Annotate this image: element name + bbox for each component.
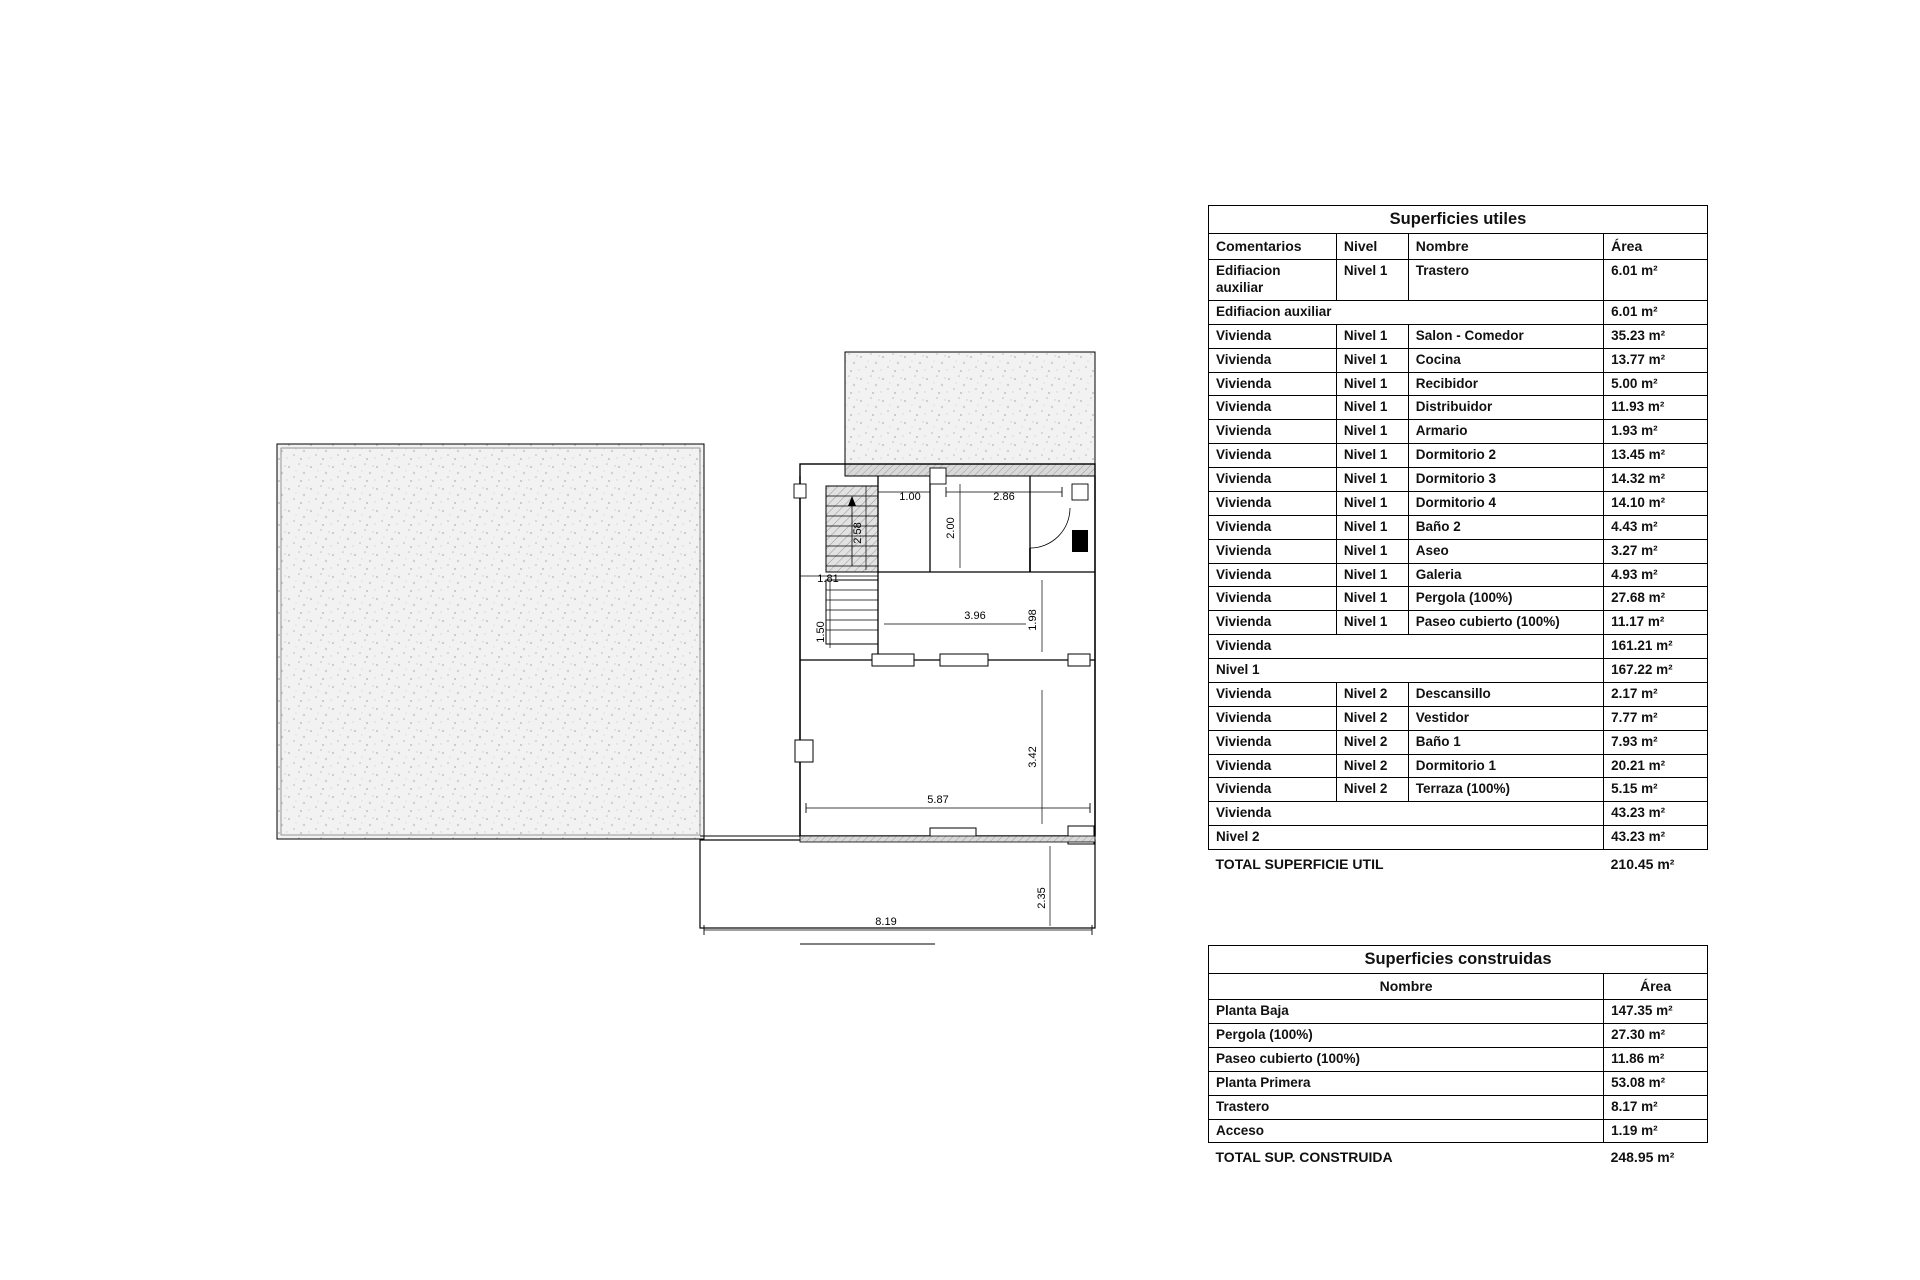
- cell-nivel: Nivel 1: [1336, 396, 1408, 420]
- superficies-utiles-table: [1208, 205, 1708, 877]
- dim-3-42: 3.42: [1027, 746, 1039, 768]
- cell-comentarios: Vivienda: [1209, 587, 1337, 611]
- subtotal-label: Edifiacion auxiliar: [1209, 300, 1604, 324]
- column-header-4: Área: [1604, 233, 1708, 260]
- cell-area: 7.93 m²: [1604, 730, 1708, 754]
- total-label: TOTAL SUPERFICIE UTIL: [1209, 850, 1604, 877]
- cell-comentarios: Vivienda: [1209, 348, 1337, 372]
- cell-nombre: Cocina: [1408, 348, 1603, 372]
- cell-nombre: Salon - Comedor: [1408, 324, 1603, 348]
- cell-comentarios: Vivienda: [1209, 563, 1337, 587]
- table-row: [1209, 1024, 1708, 1048]
- cell-nombre: Paseo cubierto (100%): [1209, 1047, 1604, 1071]
- cell-area: 35.23 m²: [1604, 324, 1708, 348]
- subtotal-label: Vivienda: [1209, 635, 1604, 659]
- table-row: [1209, 1119, 1708, 1143]
- cell-nivel: Nivel 1: [1336, 348, 1408, 372]
- table-subtotal-row: [1209, 826, 1708, 850]
- cell-nivel: Nivel 1: [1336, 372, 1408, 396]
- cell-area: 11.93 m²: [1604, 396, 1708, 420]
- subtotal-area: 167.22 m²: [1604, 659, 1708, 683]
- table-row: [1209, 706, 1708, 730]
- total-label: TOTAL SUP. CONSTRUIDA: [1209, 1143, 1604, 1170]
- dim-2-86: 2.86: [993, 491, 1015, 503]
- table-row: [1209, 563, 1708, 587]
- cell-comentarios: Vivienda: [1209, 730, 1337, 754]
- cell-area: 8.17 m²: [1604, 1095, 1708, 1119]
- table-total-row: [1209, 850, 1708, 877]
- cell-comentarios: Vivienda: [1209, 682, 1337, 706]
- cell-nivel: Nivel 1: [1336, 563, 1408, 587]
- cell-nombre: Planta Primera: [1209, 1071, 1604, 1095]
- column-header-area: Área: [1604, 973, 1708, 1000]
- cell-nombre: Trastero: [1408, 260, 1603, 301]
- cell-nivel: Nivel 1: [1336, 420, 1408, 444]
- subtotal-area: 6.01 m²: [1604, 300, 1708, 324]
- dim-5-87: 5.87: [927, 794, 949, 806]
- cell-nombre: Dormitorio 4: [1408, 491, 1603, 515]
- table-row: [1209, 539, 1708, 563]
- cell-nivel: Nivel 2: [1336, 754, 1408, 778]
- cell-comentarios: Vivienda: [1209, 754, 1337, 778]
- cell-nivel: Nivel 2: [1336, 778, 1408, 802]
- cell-area: 14.32 m²: [1604, 468, 1708, 492]
- superficies-construidas-body: [1209, 946, 1708, 1170]
- dim-3-96: 3.96: [964, 610, 986, 622]
- cell-nombre: Vestidor: [1408, 706, 1603, 730]
- table-row: [1209, 1047, 1708, 1071]
- cell-comentarios: Vivienda: [1209, 396, 1337, 420]
- subtotal-area: 161.21 m²: [1604, 635, 1708, 659]
- table-row: [1209, 1095, 1708, 1119]
- subtotal-area: 43.23 m²: [1604, 802, 1708, 826]
- table-row: [1209, 611, 1708, 635]
- cell-comentarios: Vivienda: [1209, 491, 1337, 515]
- cell-comentarios: Vivienda: [1209, 706, 1337, 730]
- cell-area: 4.93 m²: [1604, 563, 1708, 587]
- cell-nombre: Baño 1: [1408, 730, 1603, 754]
- cell-area: 5.15 m²: [1604, 778, 1708, 802]
- cell-area: 13.77 m²: [1604, 348, 1708, 372]
- column-header-3: Nombre: [1408, 233, 1603, 260]
- dim-2-58: 2.58: [852, 522, 864, 544]
- cell-area: 13.45 m²: [1604, 444, 1708, 468]
- cell-comentarios: Vivienda: [1209, 778, 1337, 802]
- cell-nombre: Descansillo: [1408, 682, 1603, 706]
- cell-nivel: Nivel 1: [1336, 515, 1408, 539]
- cell-nombre: Baño 2: [1408, 515, 1603, 539]
- table-row: [1209, 754, 1708, 778]
- cell-nivel: Nivel 1: [1336, 539, 1408, 563]
- subtotal-area: 43.23 m²: [1604, 826, 1708, 850]
- table-row: [1209, 1071, 1708, 1095]
- table-row: [1209, 444, 1708, 468]
- cell-area: 27.68 m²: [1604, 587, 1708, 611]
- subtotal-label: Nivel 2: [1209, 826, 1604, 850]
- cell-comentarios: Vivienda: [1209, 515, 1337, 539]
- cell-area: 1.93 m²: [1604, 420, 1708, 444]
- table-row: [1209, 468, 1708, 492]
- cell-area: 2.17 m²: [1604, 682, 1708, 706]
- table-title-row: [1209, 206, 1708, 234]
- subtotal-label: Nivel 1: [1209, 659, 1604, 683]
- cell-area: 20.21 m²: [1604, 754, 1708, 778]
- table-row: [1209, 396, 1708, 420]
- table-row: [1209, 778, 1708, 802]
- dim-2-00: 2.00: [945, 517, 957, 539]
- cell-area: 27.30 m²: [1604, 1024, 1708, 1048]
- cell-nombre: Acceso: [1209, 1119, 1604, 1143]
- cell-nivel: Nivel 2: [1336, 730, 1408, 754]
- subtotal-label: Vivienda: [1209, 802, 1604, 826]
- cell-area: 11.86 m²: [1604, 1047, 1708, 1071]
- cell-nombre: Trastero: [1209, 1095, 1604, 1119]
- cell-area: 7.77 m²: [1604, 706, 1708, 730]
- table-row: [1209, 682, 1708, 706]
- cell-nivel: Nivel 1: [1336, 444, 1408, 468]
- cell-nombre: Pergola (100%): [1209, 1024, 1604, 1048]
- cell-nombre: Dormitorio 1: [1408, 754, 1603, 778]
- cell-nombre: Armario: [1408, 420, 1603, 444]
- dim-1-50: 1.50: [815, 621, 827, 643]
- cell-area: 11.17 m²: [1604, 611, 1708, 635]
- cell-area: 5.00 m²: [1604, 372, 1708, 396]
- table-row: [1209, 491, 1708, 515]
- table-subtotal-row: [1209, 635, 1708, 659]
- cell-nombre: Paseo cubierto (100%): [1408, 611, 1603, 635]
- cell-comentarios: Vivienda: [1209, 468, 1337, 492]
- total-area: 248.95 m²: [1604, 1143, 1708, 1170]
- dim-2-35: 2.35: [1036, 887, 1048, 909]
- cell-nivel: Nivel 1: [1336, 587, 1408, 611]
- cell-nivel: Nivel 2: [1336, 706, 1408, 730]
- table-title: Superficies utiles: [1209, 206, 1708, 234]
- table-header-row: [1209, 973, 1708, 1000]
- cell-nivel: Nivel 1: [1336, 491, 1408, 515]
- cell-nivel: Nivel 1: [1336, 468, 1408, 492]
- dim-1-81: 1.81: [817, 573, 839, 585]
- table-subtotal-row: [1209, 300, 1708, 324]
- cell-area: 147.35 m²: [1604, 1000, 1708, 1024]
- cell-nombre: Galeria: [1408, 563, 1603, 587]
- cell-area: 53.08 m²: [1604, 1071, 1708, 1095]
- table-row: [1209, 1000, 1708, 1024]
- cell-nivel: Nivel 2: [1336, 682, 1408, 706]
- cell-nombre: Dormitorio 3: [1408, 468, 1603, 492]
- cell-comentarios: Vivienda: [1209, 611, 1337, 635]
- cell-area: 3.27 m²: [1604, 539, 1708, 563]
- table-row: [1209, 260, 1708, 301]
- table-row: [1209, 324, 1708, 348]
- cell-nombre: Planta Baja: [1209, 1000, 1604, 1024]
- cell-comentarios: Edifiacion auxiliar: [1209, 260, 1337, 301]
- cell-nombre: Dormitorio 2: [1408, 444, 1603, 468]
- table-row: [1209, 587, 1708, 611]
- cell-nombre: Terraza (100%): [1408, 778, 1603, 802]
- table-title-row: [1209, 946, 1708, 974]
- cell-nombre: Aseo: [1408, 539, 1603, 563]
- table-row: [1209, 348, 1708, 372]
- dim-1-00: 1.00: [899, 491, 921, 503]
- cell-comentarios: Vivienda: [1209, 444, 1337, 468]
- superficies-utiles-body: [1209, 206, 1708, 877]
- cell-nombre: Pergola (100%): [1408, 587, 1603, 611]
- column-header-2: Nivel: [1336, 233, 1408, 260]
- cell-nombre: Recibidor: [1408, 372, 1603, 396]
- table-header-row: [1209, 233, 1708, 260]
- table-row: [1209, 730, 1708, 754]
- superficies-construidas-table: [1208, 945, 1708, 1170]
- table-row: [1209, 515, 1708, 539]
- table-row: [1209, 420, 1708, 444]
- column-header-nombre: Nombre: [1209, 973, 1604, 1000]
- cell-comentarios: Vivienda: [1209, 539, 1337, 563]
- table-subtotal-row: [1209, 802, 1708, 826]
- total-area: 210.45 m²: [1604, 850, 1708, 877]
- cell-area: 14.10 m²: [1604, 491, 1708, 515]
- cell-nivel: Nivel 1: [1336, 324, 1408, 348]
- cell-area: 1.19 m²: [1604, 1119, 1708, 1143]
- cell-comentarios: Vivienda: [1209, 420, 1337, 444]
- table-subtotal-row: [1209, 659, 1708, 683]
- cell-comentarios: Vivienda: [1209, 372, 1337, 396]
- table-title: Superficies construidas: [1209, 946, 1708, 974]
- column-header-1: Comentarios: [1209, 233, 1337, 260]
- table-row: [1209, 372, 1708, 396]
- cell-comentarios: Vivienda: [1209, 324, 1337, 348]
- table-total-row: [1209, 1143, 1708, 1170]
- dim-8-19: 8.19: [875, 916, 897, 928]
- cell-nombre: Distribuidor: [1408, 396, 1603, 420]
- dim-1-98: 1.98: [1027, 609, 1039, 631]
- cell-area: 6.01 m²: [1604, 260, 1708, 301]
- cell-nivel: Nivel 1: [1336, 260, 1408, 301]
- cell-area: 4.43 m²: [1604, 515, 1708, 539]
- cell-nivel: Nivel 1: [1336, 611, 1408, 635]
